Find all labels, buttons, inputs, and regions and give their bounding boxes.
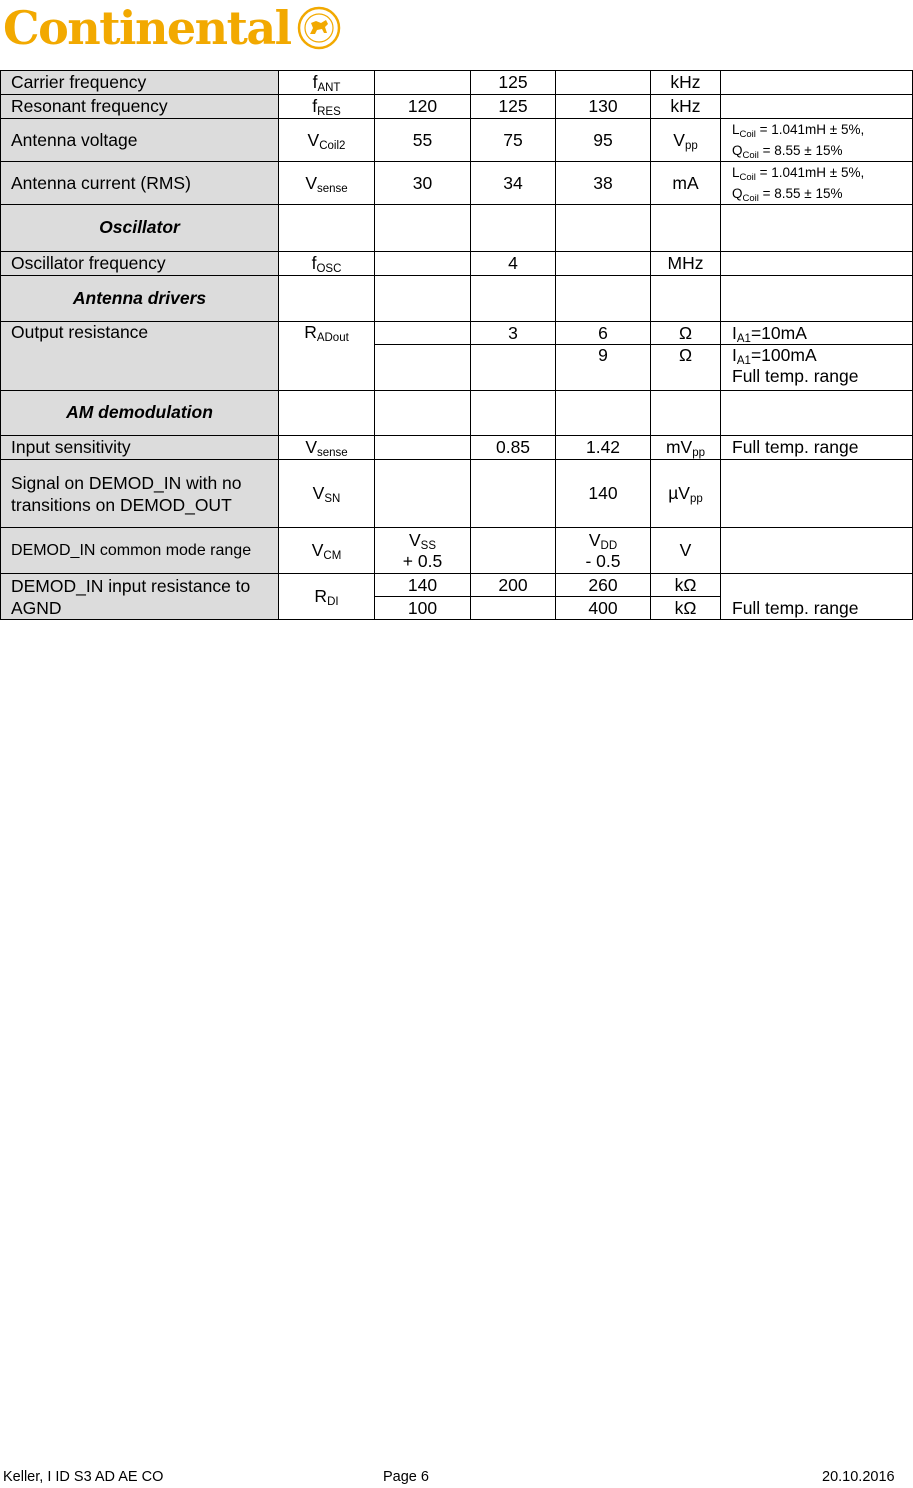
cond-cell: $L_{Coil} = 1.041mH \pm 5\%$, $Q_{Coil} = 8.55 \pm 15\%$	[721, 162, 913, 205]
param-cell: Output resistance	[1, 322, 279, 391]
section-row	[1, 391, 913, 436]
param-cell: Input sensitivity	[1, 436, 279, 460]
max-cell: 38	[556, 162, 651, 205]
table-row	[1, 460, 913, 528]
footer-page-number: Page 6	[383, 1469, 429, 1485]
min-cell: $V_{SS}$ + 0.5	[375, 528, 471, 574]
unit-cell: kΩ	[651, 574, 721, 597]
max-cell: $V_{DD}$ - 0.5	[556, 528, 651, 574]
unit-cell: kΩ	[651, 597, 721, 620]
unit-cell: Ω	[651, 345, 721, 391]
param-cell: Resonant frequency	[1, 95, 279, 119]
unit-cell: V	[651, 528, 721, 574]
max-cell	[556, 71, 651, 95]
max-cell: 6	[556, 322, 651, 345]
min-cell	[375, 252, 471, 276]
cond-cell: $I_{A1}=100mA$ Full temp. range	[721, 345, 913, 391]
section-heading: Oscillator	[1, 205, 279, 252]
cond-cell: $L_{Coil} = 1.041mH \pm 5\%$, $Q_{Coil} = 8.55 \pm 15\%$	[721, 119, 913, 162]
typ-cell: 34	[471, 162, 556, 205]
logo-wordmark: Continental	[3, 1, 291, 55]
min-cell	[375, 345, 471, 391]
typ-cell: 3	[471, 322, 556, 345]
max-cell: 260	[556, 574, 651, 597]
spec-table	[0, 70, 913, 620]
min-cell: 100	[375, 597, 471, 620]
horse-emblem-icon	[297, 6, 341, 50]
cond-cell	[721, 460, 913, 528]
continental-logo	[3, 0, 341, 56]
max-cell: 140	[556, 460, 651, 528]
cond-cell	[721, 252, 913, 276]
symbol-cell: $V_{Coil2}$	[279, 119, 375, 162]
table-row	[1, 95, 913, 119]
max-cell: 1.42	[556, 436, 651, 460]
table-row	[1, 322, 913, 345]
typ-cell: 75	[471, 119, 556, 162]
table-row	[1, 574, 913, 597]
min-cell: 30	[375, 162, 471, 205]
typ-cell	[471, 460, 556, 528]
unit-cell: kHz	[651, 71, 721, 95]
section-heading: Antenna drivers	[1, 276, 279, 322]
max-cell: 130	[556, 95, 651, 119]
typ-cell: 200	[471, 574, 556, 597]
param-cell: DEMOD_IN input resistance to AGND	[1, 574, 279, 620]
symbol-cell: $V_{sense}$	[279, 436, 375, 460]
footer-author: Keller, I ID S3 AD AE CO	[3, 1469, 164, 1485]
symbol-cell: $V_{CM}$	[279, 528, 375, 574]
unit-cell: mA	[651, 162, 721, 205]
symbol-cell: $f_{RES}$	[279, 95, 375, 119]
symbol-cell: $f_{ANT}$	[279, 71, 375, 95]
unit-cell: $V_{pp}$	[651, 119, 721, 162]
cond-cell: Full temp. range	[721, 574, 913, 620]
footer-date: 20.10.2016	[822, 1469, 895, 1485]
typ-cell: 4	[471, 252, 556, 276]
typ-cell: 125	[471, 71, 556, 95]
table-row	[1, 436, 913, 460]
param-cell: Oscillator frequency	[1, 252, 279, 276]
symbol-cell: $R_{ADout}$	[279, 322, 375, 391]
cond-cell: $I_{A1}=10mA$	[721, 322, 913, 345]
symbol-cell: $V_{SN}$	[279, 460, 375, 528]
table-row	[1, 162, 913, 205]
table-row	[1, 528, 913, 574]
typ-cell: 0.85	[471, 436, 556, 460]
table-row	[1, 252, 913, 276]
max-cell: 9	[556, 345, 651, 391]
table-row	[1, 71, 913, 95]
symbol-cell: $f_{OSC}$	[279, 252, 375, 276]
cond-cell	[721, 71, 913, 95]
min-cell	[375, 436, 471, 460]
symbol-cell: $V_{sense}$	[279, 162, 375, 205]
unit-cell: kHz	[651, 95, 721, 119]
min-cell	[375, 322, 471, 345]
cond-cell	[721, 95, 913, 119]
unit-cell: $mV_{pp}$	[651, 436, 721, 460]
table-row	[1, 119, 913, 162]
typ-cell	[471, 528, 556, 574]
param-cell: Carrier frequency	[1, 71, 279, 95]
cond-cell: Full temp. range	[721, 436, 913, 460]
unit-cell: µV$_{pp}$	[651, 460, 721, 528]
typ-cell: 125	[471, 95, 556, 119]
unit-cell: MHz	[651, 252, 721, 276]
section-heading: AM demodulation	[1, 391, 279, 436]
param-cell: Antenna current (RMS)	[1, 162, 279, 205]
min-cell: 140	[375, 574, 471, 597]
min-cell: 55	[375, 119, 471, 162]
min-cell: 120	[375, 95, 471, 119]
cond-cell	[721, 528, 913, 574]
min-cell	[375, 460, 471, 528]
symbol-cell: $R_{DI}$	[279, 574, 375, 620]
min-cell	[375, 71, 471, 95]
max-cell: 95	[556, 119, 651, 162]
param-cell: DEMOD_IN common mode range	[1, 528, 279, 574]
max-cell: 400	[556, 597, 651, 620]
param-cell: Signal on DEMOD_IN with no transitions on DEMOD_OUT	[1, 460, 279, 528]
typ-cell	[471, 345, 556, 391]
unit-cell: Ω	[651, 322, 721, 345]
param-cell: Antenna voltage	[1, 119, 279, 162]
max-cell	[556, 252, 651, 276]
section-row	[1, 205, 913, 252]
section-row	[1, 276, 913, 322]
typ-cell	[471, 597, 556, 620]
